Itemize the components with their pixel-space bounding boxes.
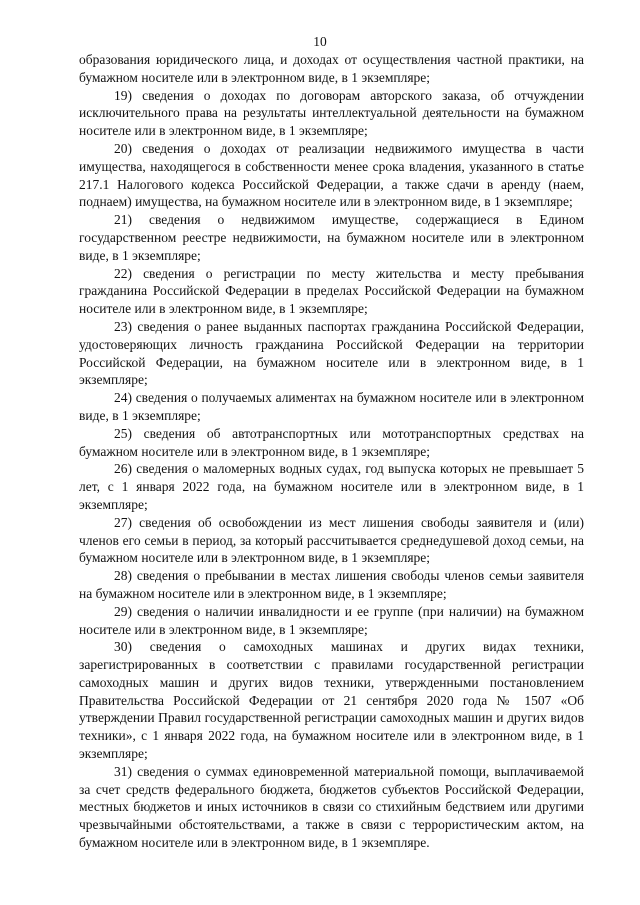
- paragraph-item-29: 29) сведения о наличии инвалидности и ее группе (при наличии) на бумажном носителе или в электронном виде, в 1 экземпляре;: [79, 603, 584, 637]
- paragraph-item-22: 22) сведения о регистрации по месту жительства и месту пребывания гражданина Российской Федерации в пределах Российской Федерации на бумажном носителе или в электронном виде, в 1 экземпляре;: [79, 265, 584, 317]
- paragraph-item-20: 20) сведения о доходах от реализации недвижимого имущества в части имущества, находящегося в собственности менее срока владения, указанного в статье 217.1 Налогового кодекса Российской Федерации, а также сдачи в аренду (наем, поднаем) имущества, на бумажном носителе или в электронном виде, в 1 экземпляре;: [79, 140, 584, 210]
- paragraph-item-26: 26) сведения о маломерных водных судах, год выпуска которых не превышает 5 лет, с 1 января 2022 года, на бумажном носителе или в электронном виде, в 1 экземпляре;: [79, 461, 584, 512]
- page-number: 10: [313, 34, 327, 49]
- document-body: [79, 51, 584, 852]
- paragraph-item-30: 30) сведения о самоходных машинах и других видах техники, зарегистрированных в соответствии с правилами государственной регистрации самоходных машин и других видов техники, утвержденными постановлением Правительства Российской Федерации от 21 сентября 2020 года № 1507 «Об утверждении Правил государственной регистрации самоходных машин и других видов техники», с 1 января 2022 года, на бумажном носителе или в электронном виде, в 1 экземпляре;: [79, 639, 584, 762]
- paragraph-item-25: 25) сведения об автотранспортных или мототранспортных средствах на бумажном носителе или в электронном виде, в 1 экземпляре;: [79, 425, 584, 459]
- paragraph-item-24: 24) сведения о получаемых алиментах на бумажном носителе или в электронном виде, в 1 экземпляре;: [79, 390, 584, 423]
- paragraph-item-27: 27) сведения об освобождении из мест лишения свободы заявителя и (или) членов его семьи в период, за который рассчитывается среднедушевой доход семьи, на бумажном носителе или в электронном виде, в 1 экземпляре;: [79, 514, 584, 566]
- paragraph-item-28: 28) сведения о пребывании в местах лишения свободы членов семьи заявителя на бумажном носителе или в электронном виде, в 1 экземпляре;: [79, 568, 584, 601]
- paragraph-item-21: 21) сведения о недвижимом имуществе, содержащиеся в Едином государственном реестре недвижимости, на бумажном носителе или в электронном виде, в 1 экземпляре;: [79, 212, 584, 263]
- paragraph-item-31: 31) сведения о суммах единовременной материальной помощи, выплачиваемой за счет средств федерального бюджета, бюджетов субъектов Российской Федерации, местных бюджетов и иных источников в связи со стихийным бедствием или другими чрезвычайными обстоятельствами, а также в связи с террористическим актом, на бумажном носителе или в электронном виде, в 1 экземпляре.: [79, 763, 584, 851]
- paragraph-item-23: 23) сведения о ранее выданных паспортах гражданина Российской Федерации, удостоверяющих личность гражданина Российской Федерации на территории Российской Федерации, на бумажном носителе или в электронном виде, в 1 экземпляре;: [79, 318, 584, 388]
- paragraph-continuation: образования юридического лица, и доходах от осуществления частной практики, на бумажном носителе или в электронном виде, в 1 экземпляре;: [79, 52, 584, 85]
- paragraph-item-19: 19) сведения о доходах по договорам авторского заказа, об отчуждении исключительного права на результаты интеллектуальной деятельности на бумажном носителе или в электронном виде, в 1 экземпляре;: [79, 87, 584, 139]
